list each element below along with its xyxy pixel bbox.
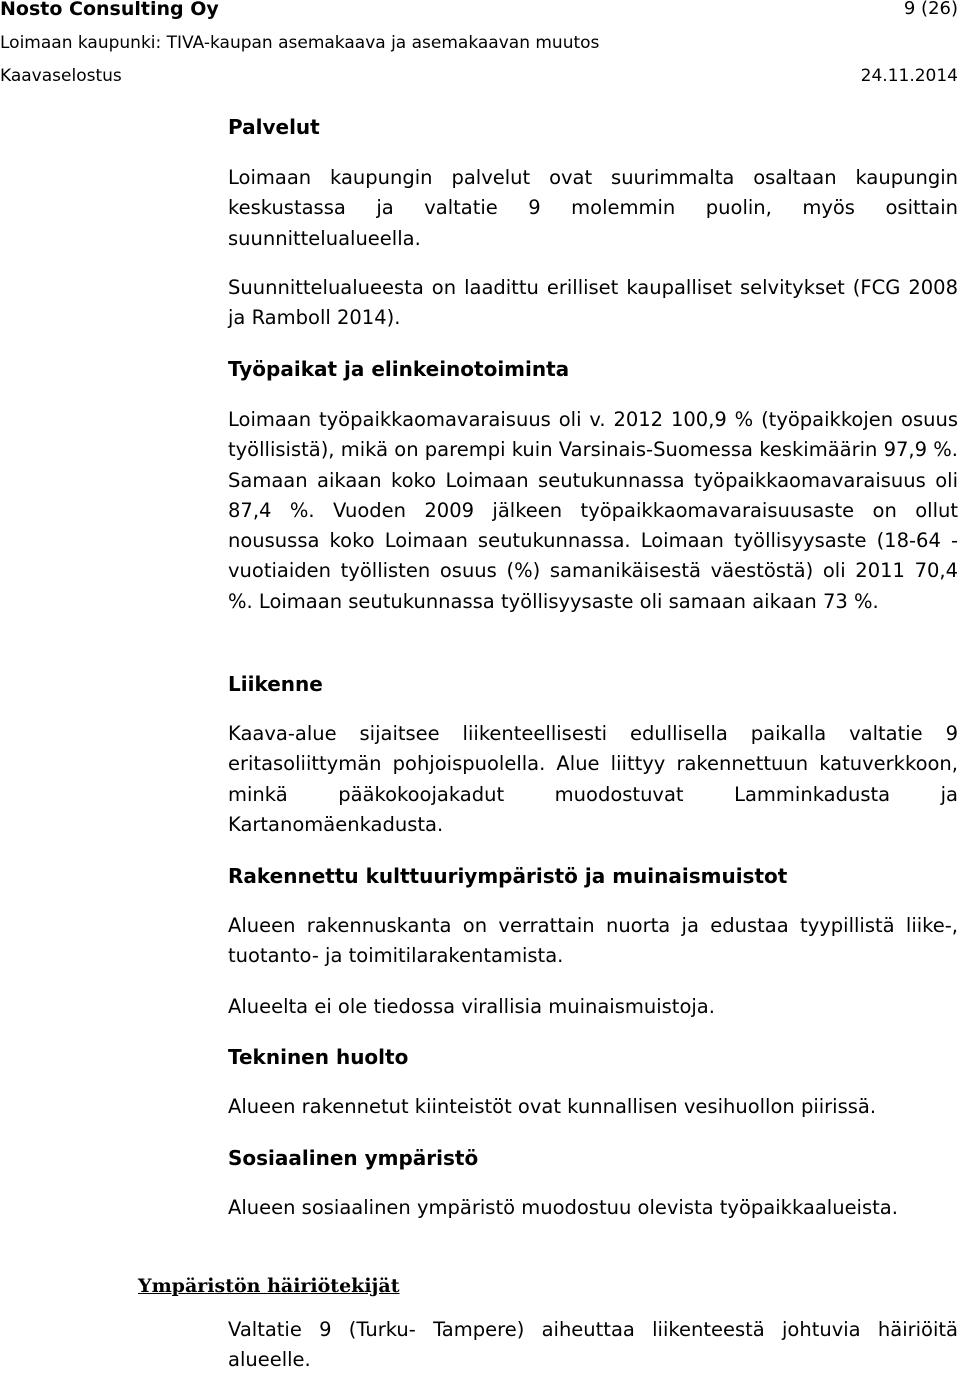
paragraph-liikenne-1: Kaava-alue sijaitsee liikenteellisesti edullisella paikalla valtatie 9 eritasoliittymän pohjoispuolella. Alue liittyy rakennettuun katuverkkoon, minkä pääkokoojakadut muodostuvat Lamminkadusta ja Kartanomäenkadusta. — [228, 722, 958, 836]
paragraph-hairiot-1: Valtatie 9 (Turku- Tampere) aiheuttaa liikenteestä johtuvia häiriöitä alueelle. — [228, 1318, 958, 1372]
paragraph-sosiaalinen-1: Alueen sosiaalinen ympäristö muodostuu olevista työpaikkaalueista. — [228, 1196, 898, 1219]
document-date: 24.11.2014 — [860, 66, 958, 86]
paragraph-huolto-1: Alueen rakennetut kiinteistöt ovat kunnallisen vesihuollon piirissä. — [228, 1095, 877, 1118]
paragraph-palvelut-2: Suunnittelualueesta on laadittu erilliset kaupalliset selvitykset (FCG 2008 ja Ramboll 2014). — [228, 276, 958, 330]
section-heading-liikenne: Liikenne — [228, 672, 323, 696]
document-type: Kaavaselostus — [0, 66, 122, 86]
paragraph-palvelut-1: Loimaan kaupungin palvelut ovat suurimmalta osaltaan kaupungin keskustassa ja valtatie 9 molemmin puolin, myös osittain suunnittelualueella. — [228, 166, 958, 250]
section-heading-kulttuuri: Rakennettu kulttuuriympäristö ja muinaismuistot — [228, 864, 788, 888]
project-title: Loimaan kaupunki: TIVA-kaupan asemakaava ja asemakaavan muutos — [0, 33, 600, 53]
page-number: 9 (26) — [903, 0, 958, 19]
header-row-2 — [0, 33, 960, 57]
section-heading-palvelut: Palvelut — [228, 115, 320, 139]
company-name: Nosto Consulting Oy — [0, 0, 219, 20]
header-row-3 — [0, 66, 960, 90]
section-heading-sosiaalinen: Sosiaalinen ympäristö — [228, 1146, 479, 1170]
paragraph-kulttuuri-1: Alueen rakennuskanta on verrattain nuorta ja edustaa tyypillistä liike-, tuotanto- ja toimitilarakentamista. — [228, 914, 958, 968]
paragraph-kulttuuri-2: Alueelta ei ole tiedossa virallisia muinaismuistoja. — [228, 995, 715, 1018]
section-heading-huolto: Tekninen huolto — [228, 1045, 409, 1069]
section-heading-hairiot: Ympäristön häiriötekijät — [138, 1275, 400, 1297]
section-heading-tyopaikat: Työpaikat ja elinkeinotoiminta — [228, 357, 570, 381]
paragraph-tyopaikat-1: Loimaan työpaikkaomavaraisuus oli v. 2012 100,9 % (työpaikkojen osuus työllisistä), mikä on parempi kuin Varsinais-Suomessa keskimäärin 97,9 %. Samaan aikaan koko Loimaan seutukunnassa työpaikkaomavaraisuus oli 87,4 %. Vuoden 2009 jälkeen työpaikkaomavaraisuusaste on ollut nousussa koko Loimaan seutukunnassa. Loimaan työllisyysaste (18-64 -vuotiaiden työllisten osuus (%) samanikäisestä väestöstä) oli 2011 70,4 %. Loimaan seutukunnassa työllisyysaste oli samaan aikaan 73 %. — [228, 408, 958, 613]
header-row-1 — [0, 0, 960, 24]
